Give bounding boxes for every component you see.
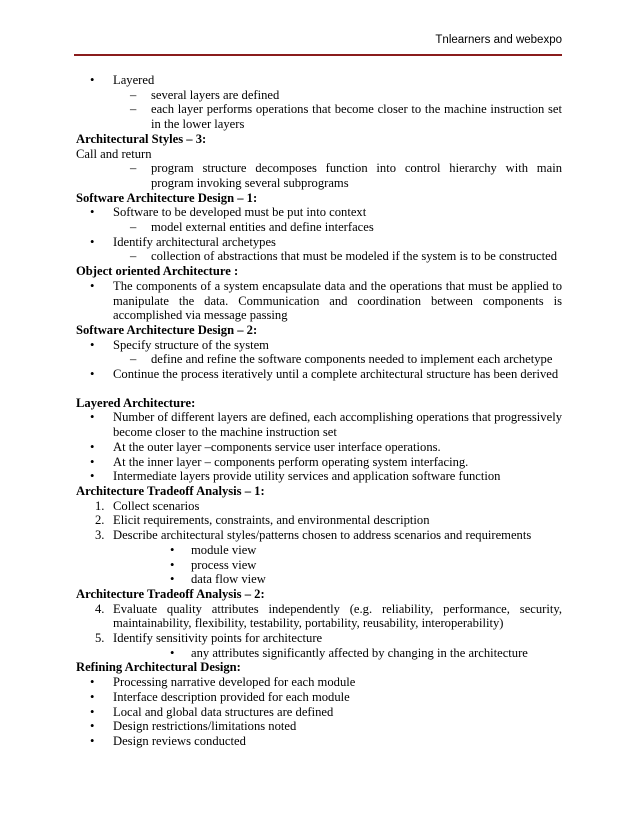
item-text: Number of different layers are defined, each accomplishing operations that progressively become closer to the machine instruction set	[113, 410, 562, 440]
bullet-marker: •	[170, 557, 175, 572]
bullet-item	[76, 205, 562, 220]
section-heading: Software Architecture Design – 1:	[76, 190, 258, 205]
dash-item	[76, 220, 562, 235]
bullet-marker: •	[90, 205, 95, 220]
bullet-marker: •	[90, 689, 95, 704]
item-text: Describe architectural styles/patterns chosen to address scenarios and requirements	[113, 528, 532, 543]
bullet-item	[76, 235, 562, 250]
numbered-item	[76, 631, 562, 646]
section-heading: Object oriented Architecture :	[76, 264, 239, 279]
document-body	[76, 73, 562, 749]
page-header: Tnlearners and webexpo	[435, 34, 562, 46]
section-spacer	[76, 382, 562, 396]
bullet-item	[76, 367, 562, 382]
bullet-item	[76, 73, 562, 88]
sub-bullet-item	[76, 646, 562, 661]
sub-bullet-item	[76, 572, 562, 587]
item-text: The components of a system encapsulate data and the operations that must be applied to manipulate the data. Communication and coordination between components is accomplished via message passing	[113, 278, 562, 323]
header-rule	[74, 54, 562, 56]
item-text: Design restrictions/limitations noted	[113, 719, 297, 734]
item-text: data flow view	[191, 572, 266, 587]
bullet-item	[76, 675, 562, 690]
bullet-item	[76, 705, 562, 720]
list-number: 2.	[95, 513, 105, 528]
sub-bullet-item	[76, 558, 562, 573]
section-heading: Layered Architecture:	[76, 395, 196, 410]
bullet-marker: •	[170, 572, 175, 587]
bullet-marker: •	[90, 454, 95, 469]
item-text: At the outer layer –components service user interface operations.	[113, 439, 441, 454]
item-text: each layer performs operations that become closer to the machine instruction set in the lower layers	[151, 102, 562, 132]
bullet-item	[76, 469, 562, 484]
item-text: collection of abstractions that must be modeled if the system is to be constructed	[151, 249, 558, 264]
item-text: Design reviews conducted	[113, 733, 246, 748]
bullet-marker: •	[170, 645, 175, 660]
dash-item	[76, 352, 562, 367]
item-text: program structure decomposes function into control hierarchy with main program invoking several subprograms	[151, 161, 562, 190]
item-text: any attributes significantly affected by changing in the architecture	[191, 645, 528, 660]
dash-marker: –	[130, 352, 137, 367]
bullet-marker: •	[90, 337, 95, 352]
item-text: Identify architectural archetypes	[113, 234, 276, 249]
numbered-item	[76, 513, 562, 528]
section-heading: Architectural Styles – 3:	[76, 131, 207, 146]
section-heading: Refining Architectural Design:	[76, 660, 241, 675]
item-text: Software to be developed must be put into context	[113, 205, 367, 220]
bullet-marker: •	[90, 367, 95, 382]
sub-bullet-item	[76, 543, 562, 558]
item-text: At the inner layer – components perform operating system interfacing.	[113, 454, 469, 469]
bullet-item	[76, 338, 562, 353]
section-heading: Architecture Tradeoff Analysis – 1:	[76, 483, 265, 498]
list-number: 4.	[95, 601, 105, 616]
item-text: Continue the process iteratively until a complete architectural structure has been derived	[113, 367, 559, 382]
numbered-item	[76, 499, 562, 514]
item-text: several layers are defined	[151, 87, 280, 102]
dash-marker: –	[130, 249, 137, 264]
bullet-item	[76, 440, 562, 455]
bullet-marker: •	[90, 704, 95, 719]
item-text: Collect scenarios	[113, 498, 200, 513]
list-number: 5.	[95, 631, 105, 646]
item-text: process view	[191, 557, 257, 572]
bullet-marker: •	[170, 542, 175, 557]
bullet-item	[76, 690, 562, 705]
dash-item	[76, 88, 562, 103]
bullet-marker: •	[90, 410, 95, 425]
item-text: Identify sensitivity points for architecture	[113, 631, 323, 646]
item-text: Processing narrative developed for each module	[113, 675, 356, 690]
bullet-item	[76, 410, 562, 439]
dash-marker: –	[130, 102, 137, 117]
item-text: module view	[191, 542, 257, 557]
item-text: Elicit requirements, constraints, and environmental description	[113, 513, 430, 528]
list-number: 3.	[95, 528, 105, 543]
bullet-item	[76, 719, 562, 734]
item-text: model external entities and define interfaces	[151, 220, 374, 235]
dash-item	[76, 161, 562, 190]
item-text: Interface description provided for each module	[113, 689, 350, 704]
section-heading: Software Architecture Design – 2:	[76, 322, 258, 337]
numbered-item	[76, 528, 562, 543]
bullet-marker: •	[90, 733, 95, 748]
section-heading: Architecture Tradeoff Analysis – 2:	[76, 586, 265, 601]
dash-marker: –	[130, 220, 137, 235]
item-text: Evaluate quality attributes independently (e.g. reliability, performance, security, maintainability, flexibility, testability, portability, reusability, interoperability)	[113, 601, 562, 631]
bullet-marker: •	[90, 675, 95, 690]
dash-item	[76, 249, 562, 264]
bullet-marker: •	[90, 439, 95, 454]
bullet-marker: •	[90, 719, 95, 734]
item-text: define and refine the software components needed to implement each archetype	[151, 352, 553, 367]
numbered-item	[76, 602, 562, 631]
bullet-marker: •	[90, 234, 95, 249]
dash-marker: –	[130, 161, 137, 176]
item-text: Intermediate layers provide utility services and application software function	[113, 469, 501, 484]
paragraph-line: Call and return	[76, 146, 152, 161]
list-number: 1.	[95, 498, 105, 513]
bullet-item	[76, 279, 562, 323]
item-text: Layered	[113, 73, 155, 87]
bullet-marker: •	[90, 278, 95, 293]
item-text: Local and global data structures are defined	[113, 704, 334, 719]
bullet-marker: •	[90, 73, 95, 87]
dash-marker: –	[130, 87, 137, 102]
dash-item	[76, 102, 562, 131]
bullet-item	[76, 734, 562, 749]
bullet-marker: •	[90, 469, 95, 484]
bullet-item	[76, 455, 562, 470]
item-text: Specify structure of the system	[113, 337, 269, 352]
